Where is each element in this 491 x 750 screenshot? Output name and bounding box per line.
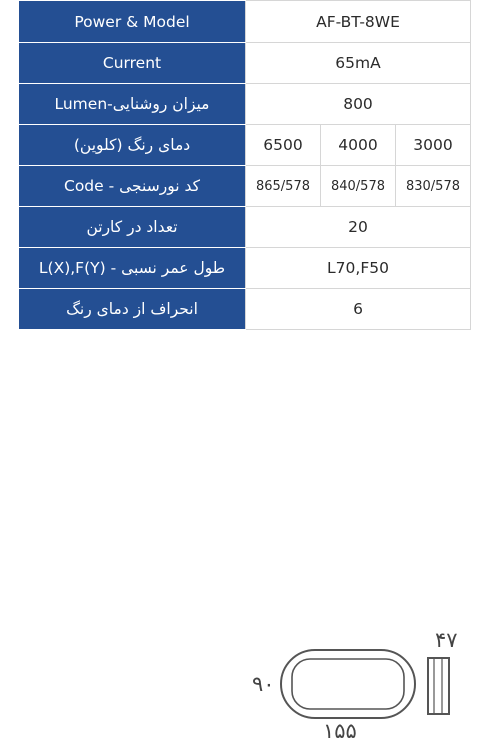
color-temp-label: دمای رنگ (کلوین) — [19, 125, 246, 166]
row-power-model — [19, 1, 471, 43]
color-temp-6500: 6500 — [246, 125, 321, 166]
color-deviation-label: انحراف از دمای رنگ — [19, 289, 246, 330]
carton-qty-value: 20 — [246, 207, 471, 248]
width-dimension: ۱۵۵ — [323, 719, 357, 743]
row-color-temp — [19, 125, 471, 166]
lumen-label: میزان روشنایی-Lumen — [19, 84, 246, 125]
code-865: 865/578 — [246, 166, 321, 207]
carton-qty-label: تعداد در کارتن — [19, 207, 246, 248]
dimension-drawing — [250, 628, 465, 743]
current-label: Current — [19, 43, 246, 84]
color-deviation-value: 6 — [246, 289, 471, 330]
current-value: 65mA — [246, 43, 471, 84]
row-code — [19, 166, 471, 207]
height-dimension: ۹۰ — [252, 672, 275, 696]
code-830: 830/578 — [396, 166, 471, 207]
spec-table — [19, 0, 471, 330]
lumen-value: 800 — [246, 84, 471, 125]
luminaire-outline-drawing — [250, 628, 465, 743]
power-model-value: AF-BT-8WE — [246, 1, 471, 43]
row-color-deviation — [19, 289, 471, 330]
row-lifetime — [19, 248, 471, 289]
color-temp-4000: 4000 — [321, 125, 396, 166]
row-lumen — [19, 84, 471, 125]
row-carton-qty — [19, 207, 471, 248]
color-temp-3000: 3000 — [396, 125, 471, 166]
code-label: کد نورسنجی - Code — [19, 166, 246, 207]
depth-dimension: ۴۷ — [435, 628, 458, 652]
lifetime-label: طول عمر نسبی - L(X),F(Y) — [19, 248, 246, 289]
lifetime-value: L70,F50 — [246, 248, 471, 289]
power-model-label: Power & Model — [19, 1, 246, 43]
code-840: 840/578 — [321, 166, 396, 207]
row-current — [19, 43, 471, 84]
